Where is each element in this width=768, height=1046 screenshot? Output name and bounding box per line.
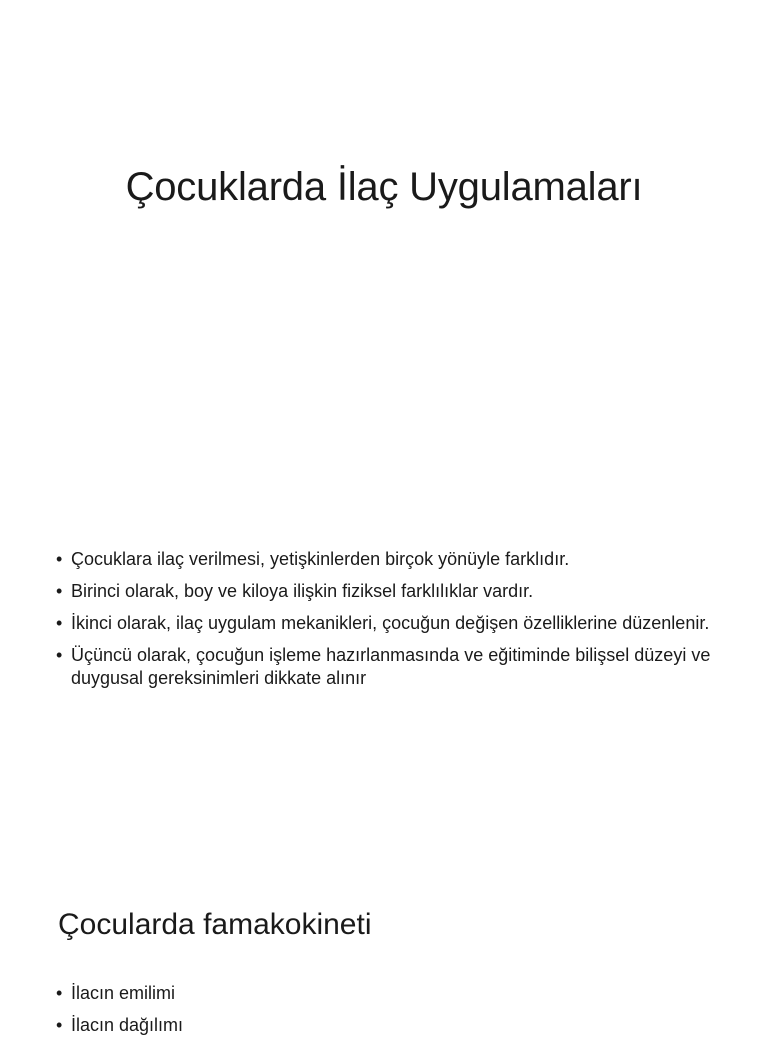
bullet-item: • İkinci olarak, ilaç uygulam mekanikleri, çocuğun değişen özelliklerine düzenlenir. — [56, 612, 726, 635]
bullet-list — [56, 548, 726, 699]
bullet-item: • Çocuklara ilaç verilmesi, yetişkinlerden birçok yönüyle farklıdır. — [56, 548, 726, 571]
presentation-title: Çocuklarda İlaç Uygulamaları — [125, 165, 643, 209]
slide-pharmacokinetics — [0, 850, 768, 1035]
bullet-item: • İlacın dağılımı — [56, 1014, 726, 1037]
bullet-item: • Birinci olarak, boy ve kiloya ilişkin fiziksel farklılıklar vardır. — [56, 580, 726, 603]
bullet-item: • İlacın emilimi — [56, 982, 726, 1005]
section-title: Çocularda famakokineti — [58, 908, 372, 941]
bullet-item: • Üçüncü olarak, çocuğun işleme hazırlanmasında ve eğitiminde bilişsel düzeyi ve duygusal gereksinimleri dikkate alınır — [56, 644, 726, 690]
slide-content — [0, 450, 768, 850]
bullet-list — [56, 982, 726, 1046]
slide-title — [0, 0, 768, 450]
